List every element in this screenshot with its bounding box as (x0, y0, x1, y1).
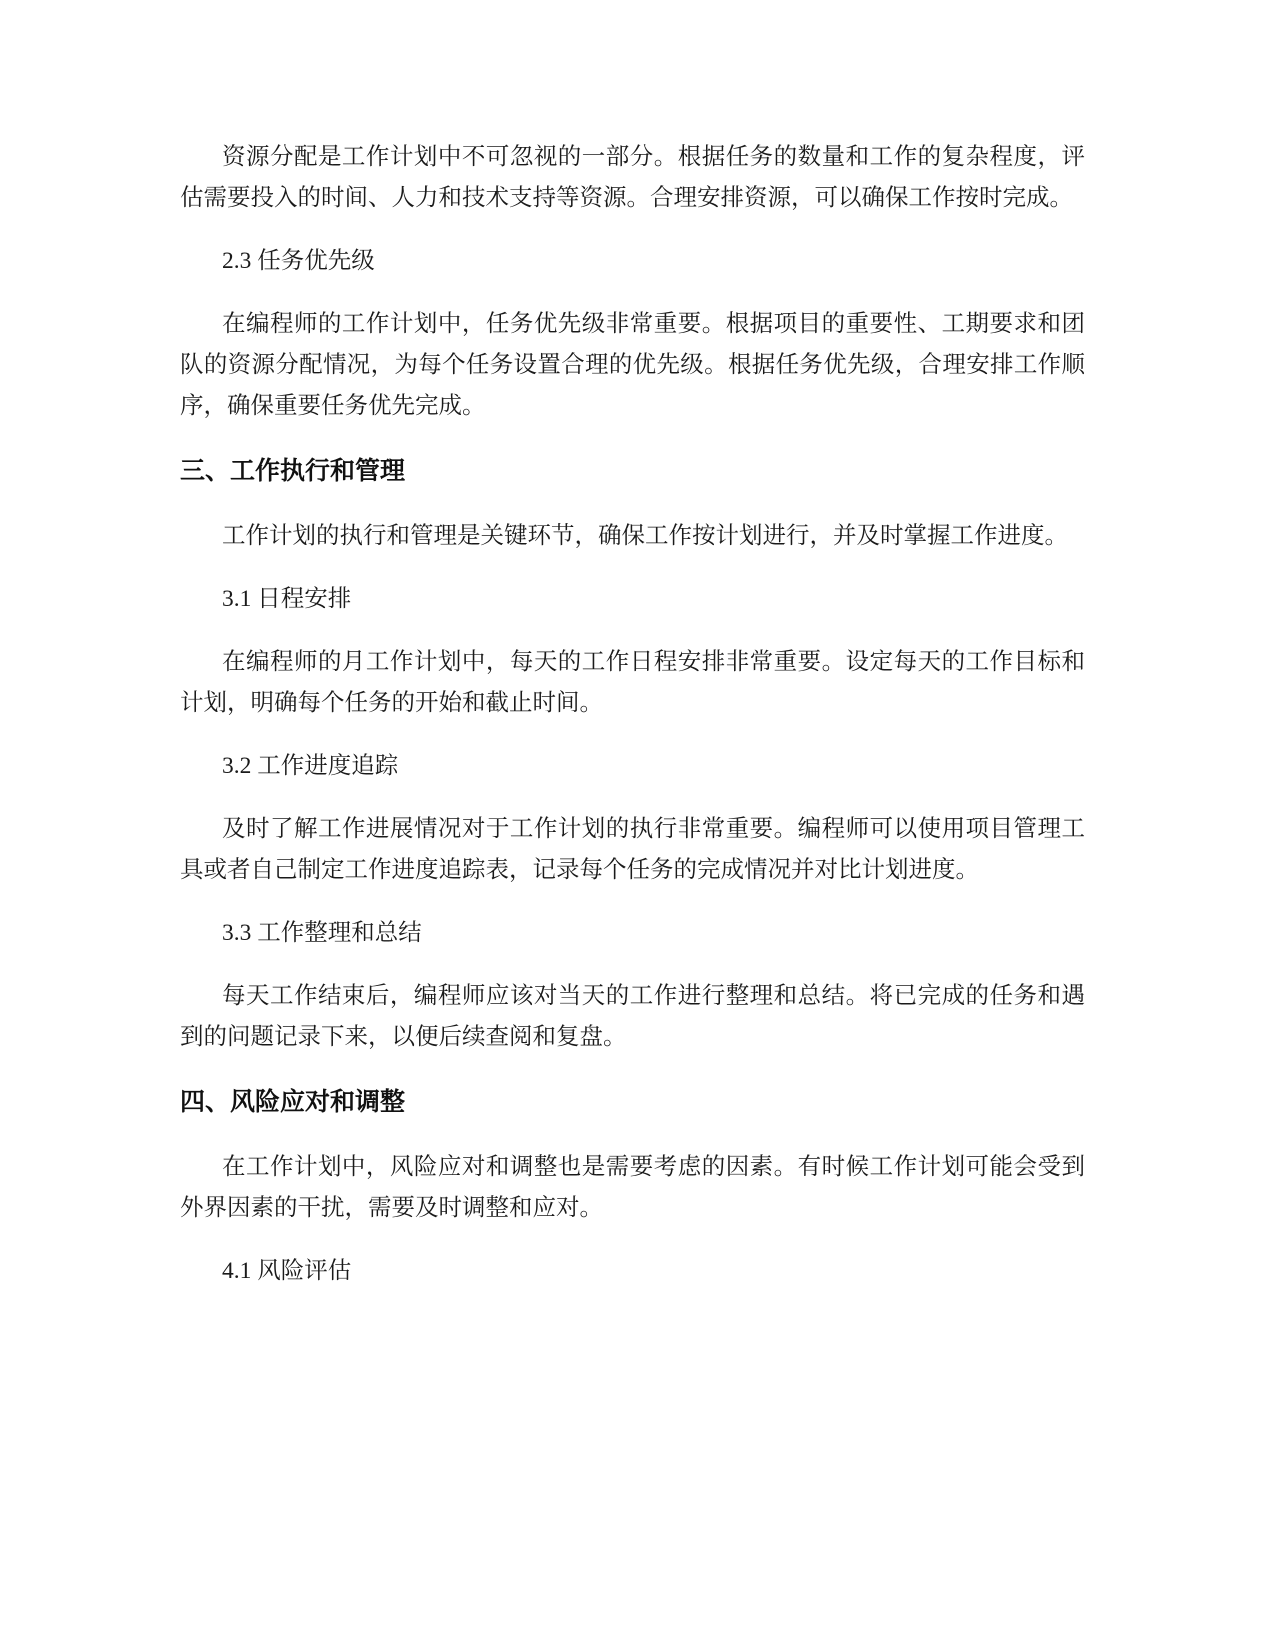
section-heading-3: 三、工作执行和管理 (180, 457, 406, 485)
section-heading-4: 四、风险应对和调整 (180, 1088, 406, 1116)
subheading-3-1: 3.1 日程安排 (222, 586, 352, 612)
subheading-3-3: 3.3 工作整理和总结 (222, 920, 422, 946)
paragraph-execution-management: 工作计划的执行和管理是关键环节，确保工作按计划进行，并及时掌握工作进度。 (222, 523, 1068, 549)
paragraph-summary: 每天工作结束后，编程师应该对当天的工作进行整理和总结。将已完成的任务和遇到的问题记录下来，以便后续查阅和复盘。 (180, 983, 1085, 1050)
subheading-2-3: 2.3 任务优先级 (222, 248, 375, 274)
paragraph-schedule: 在编程师的月工作计划中，每天的工作日程安排非常重要。设定每天的工作目标和计划，明确每个任务的开始和截止时间。 (180, 649, 1085, 716)
paragraph-risk-response: 在工作计划中，风险应对和调整也是需要考虑的因素。有时候工作计划可能会受到外界因素的干扰，需要及时调整和应对。 (180, 1154, 1085, 1221)
paragraph-resource-allocation: 资源分配是工作计划中不可忽视的一部分。根据任务的数量和工作的复杂程度，评估需要投入的时间、人力和技术支持等资源。合理安排资源，可以确保工作按时完成。 (180, 144, 1085, 211)
subheading-4-1: 4.1 风险评估 (222, 1258, 352, 1284)
paragraph-task-priority: 在编程师的工作计划中，任务优先级非常重要。根据项目的重要性、工期要求和团队的资源分配情况，为每个任务设置合理的优先级。根据任务优先级，合理安排工作顺序，确保重要任务优先完成。 (180, 311, 1085, 419)
subheading-3-2: 3.2 工作进度追踪 (222, 753, 399, 779)
document-page (180, 137, 1085, 1292)
paragraph-progress-tracking: 及时了解工作进展情况对于工作计划的执行非常重要。编程师可以使用项目管理工具或者自己制定工作进度追踪表，记录每个任务的完成情况并对比计划进度。 (180, 816, 1085, 883)
